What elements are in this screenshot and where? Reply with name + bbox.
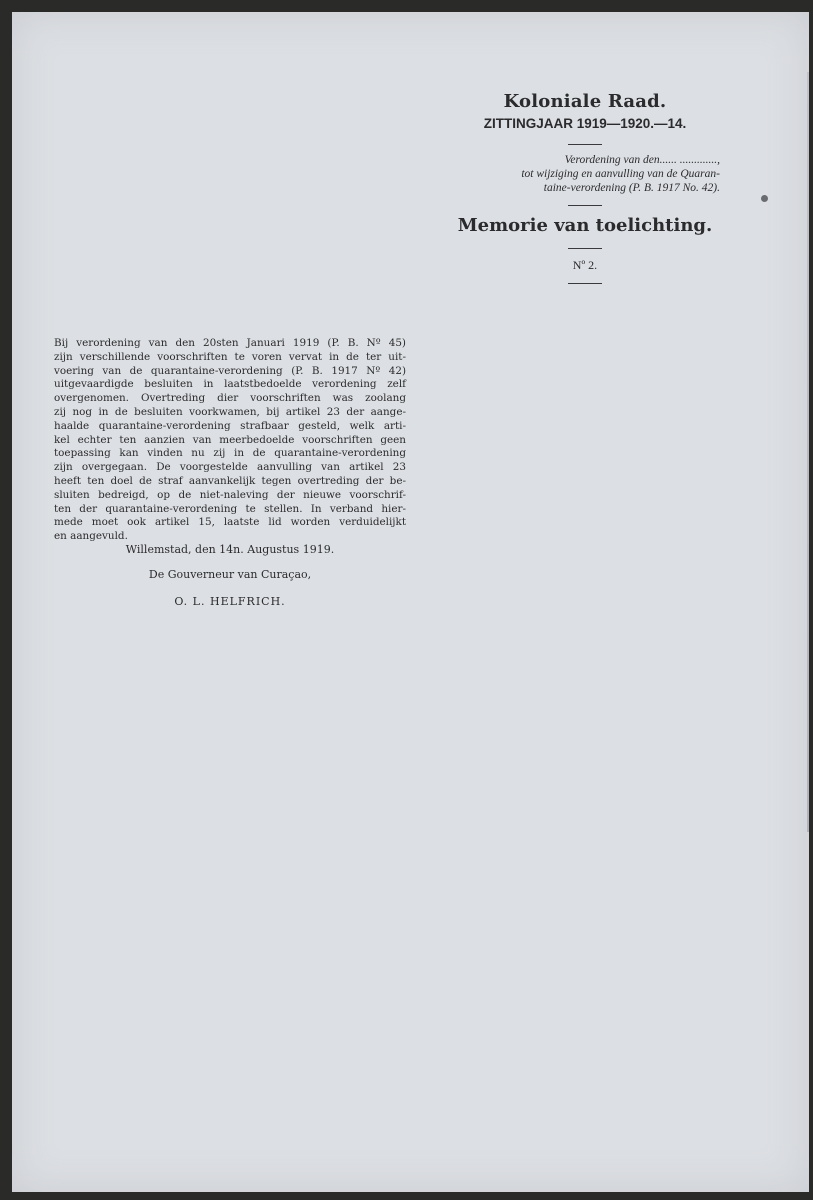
document-header xyxy=(450,90,720,292)
paragraph-line: mede moet ook artikel 15, laatste lid worden verduidelijkt xyxy=(54,516,406,529)
place-date: Willemstad, den 14n. Augustus 1919. xyxy=(125,543,335,556)
governor-title: De Gouverneur van Curaçao, xyxy=(148,568,312,581)
paragraph-line: voering van de quarantaine-verordening (P. B. 1917 Nº 42) xyxy=(54,364,406,377)
memorie-heading: Memorie van toelichting. xyxy=(457,215,713,236)
subject-line: taine-verordening (P. B. 1917 No. 42). xyxy=(543,182,720,194)
paragraph-line: zij nog in de besluiten voorkwamen, bij artikel 23 der aange- xyxy=(54,405,406,418)
paragraph-line: zijn overgegaan. De voorgestelde aanvulling van artikel 23 xyxy=(54,461,406,474)
paragraph-line: kel echter ten aanzien van meerbedoelde voorschriften geen xyxy=(54,433,406,446)
signatory-name: O. L. HELFRICH. xyxy=(174,595,286,608)
council-title: Koloniale Raad. xyxy=(503,91,667,112)
document-page xyxy=(12,12,809,1192)
paragraph-line: sluiten bedreigd, op de niet-naleving der nieuwe voorschrif- xyxy=(54,488,406,501)
paragraph-line: zijn verschillende voorschriften te voren vervat in de ter uit- xyxy=(54,350,406,363)
ordinance-subject xyxy=(450,153,720,195)
subject-rule xyxy=(568,205,602,206)
paragraph-line: ten der quarantaine-verordening te stellen. In verband hier- xyxy=(54,502,406,515)
paragraph-line: heeft ten doel de straf aanvankelijk tegen overtreding der be- xyxy=(54,474,406,487)
punch-hole xyxy=(761,195,768,202)
explanation-paragraph xyxy=(54,337,406,544)
paragraph-line: uitgevaardigde besluiten in laatstbedoelde verordening zelf xyxy=(54,378,406,391)
subject-line: Verordening van den...... ............., xyxy=(564,154,720,166)
paragraph-line: toepassing kan vinden nu zij in de quarantaine-verordening xyxy=(54,447,406,460)
paragraph-line: en aangevuld. xyxy=(54,530,128,543)
paragraph-line: haalde quarantaine-verordening strafbaar gesteld, welk arti- xyxy=(54,419,406,432)
paragraph-line: Bij verordening van den 20sten Januari 1919 (P. B. Nº 45) xyxy=(54,337,406,349)
subject-line: tot wijziging en aanvulling van de Quaran- xyxy=(521,168,720,180)
document-number: Nº 2. xyxy=(572,258,598,272)
paragraph-line: overgenomen. Overtreding dier voorschriften was zoolang xyxy=(54,392,406,405)
number-rule xyxy=(568,283,602,284)
session-year: ZITTINGJAAR 1919—1920.—14. xyxy=(483,116,687,131)
page-edge-shadow xyxy=(807,72,809,832)
memorie-rule xyxy=(568,248,602,249)
header-rule xyxy=(568,144,602,145)
